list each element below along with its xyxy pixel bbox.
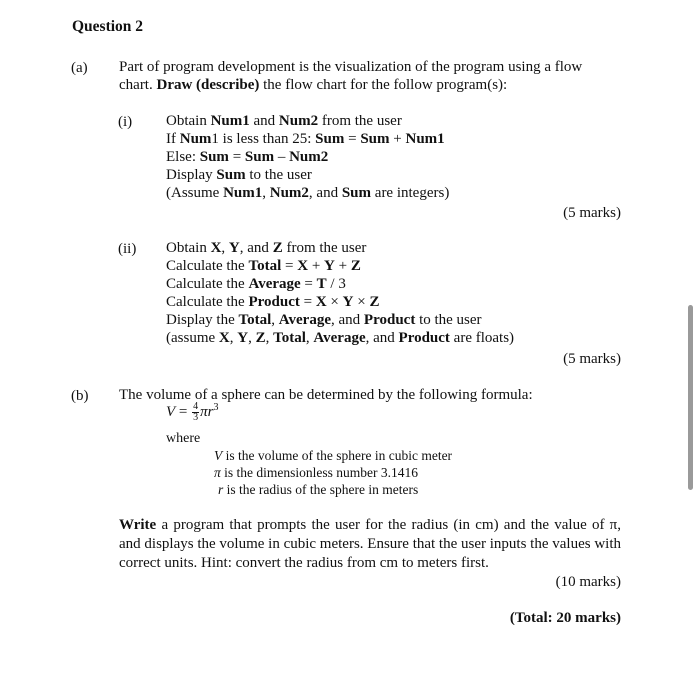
part-b-intro: The volume of a sphere can be determined by the following formula:	[119, 387, 533, 403]
formula-definitions	[214, 447, 452, 498]
sub-ii-steps	[166, 239, 514, 347]
definition-line: V is the volume of the sphere in cubic meter	[214, 448, 453, 463]
step-line: (Assume Num1, Num2, and Sum are integers)	[166, 185, 450, 201]
part-a-intro-line1: Part of program development is the visualization of the program using a flow	[119, 59, 583, 75]
formula-exponent: 3	[213, 401, 219, 413]
total-marks: (Total: 20 marks)	[509, 610, 621, 626]
step-line: Display Sum to the user	[166, 167, 312, 183]
step-line: Calculate the Total = X + Y + Z	[166, 258, 361, 274]
where-label: where	[166, 431, 201, 446]
step-line: (assume X, Y, Z, Total, Average, and Product are floats)	[166, 330, 515, 346]
sub-i-marks: (5 marks)	[563, 205, 621, 221]
step-line: Calculate the Average = T / 3	[166, 276, 346, 292]
sub-ii-label: (ii)	[118, 241, 137, 257]
part-b-task: Write a program that prompts the user for the radius (in cm) and the value of π, and displays the volume in cubic meters. Ensure that the user inputs the values with correct units. Hint: convert the radius from cm to meters first.	[119, 517, 621, 571]
step-line: Calculate the Product = X × Y × Z	[166, 294, 380, 310]
part-b-marks: (10 marks)	[555, 574, 621, 590]
part-a-intro	[119, 58, 582, 94]
formula-rhs: πr	[200, 403, 214, 420]
step-line: If Num1 is less than 25: Sum = Sum + Num1	[166, 131, 445, 147]
step-line: Obtain X, Y, and Z from the user	[166, 240, 367, 256]
step-line: Display the Total, Average, and Product to the user	[166, 312, 482, 328]
definition-line: r is the radius of the sphere in meters	[218, 482, 419, 497]
sub-ii-marks: (5 marks)	[563, 351, 621, 367]
part-b-label: (b)	[71, 388, 89, 404]
scrollbar[interactable]	[688, 305, 693, 490]
volume-formula: V = $\frac{4}{3}$ $\pi r^3$	[166, 401, 219, 423]
part-a-intro-line2: chart. Draw (describe) the flow chart for the follow program(s):	[119, 77, 508, 93]
sub-i-steps	[166, 112, 449, 202]
step-line: Else: Sum = Sum – Num2	[166, 149, 329, 165]
question-title: Question 2	[72, 18, 144, 35]
part-a-label: (a)	[71, 60, 88, 76]
formula-lhs: V	[166, 403, 176, 420]
sub-i-label: (i)	[118, 114, 133, 130]
definition-line: π is the dimensionless number 3.1416	[214, 465, 418, 480]
formula-fraction: $\frac{4}{3}$	[193, 401, 199, 423]
step-line: Obtain Num1 and Num2 from the user	[166, 113, 402, 129]
